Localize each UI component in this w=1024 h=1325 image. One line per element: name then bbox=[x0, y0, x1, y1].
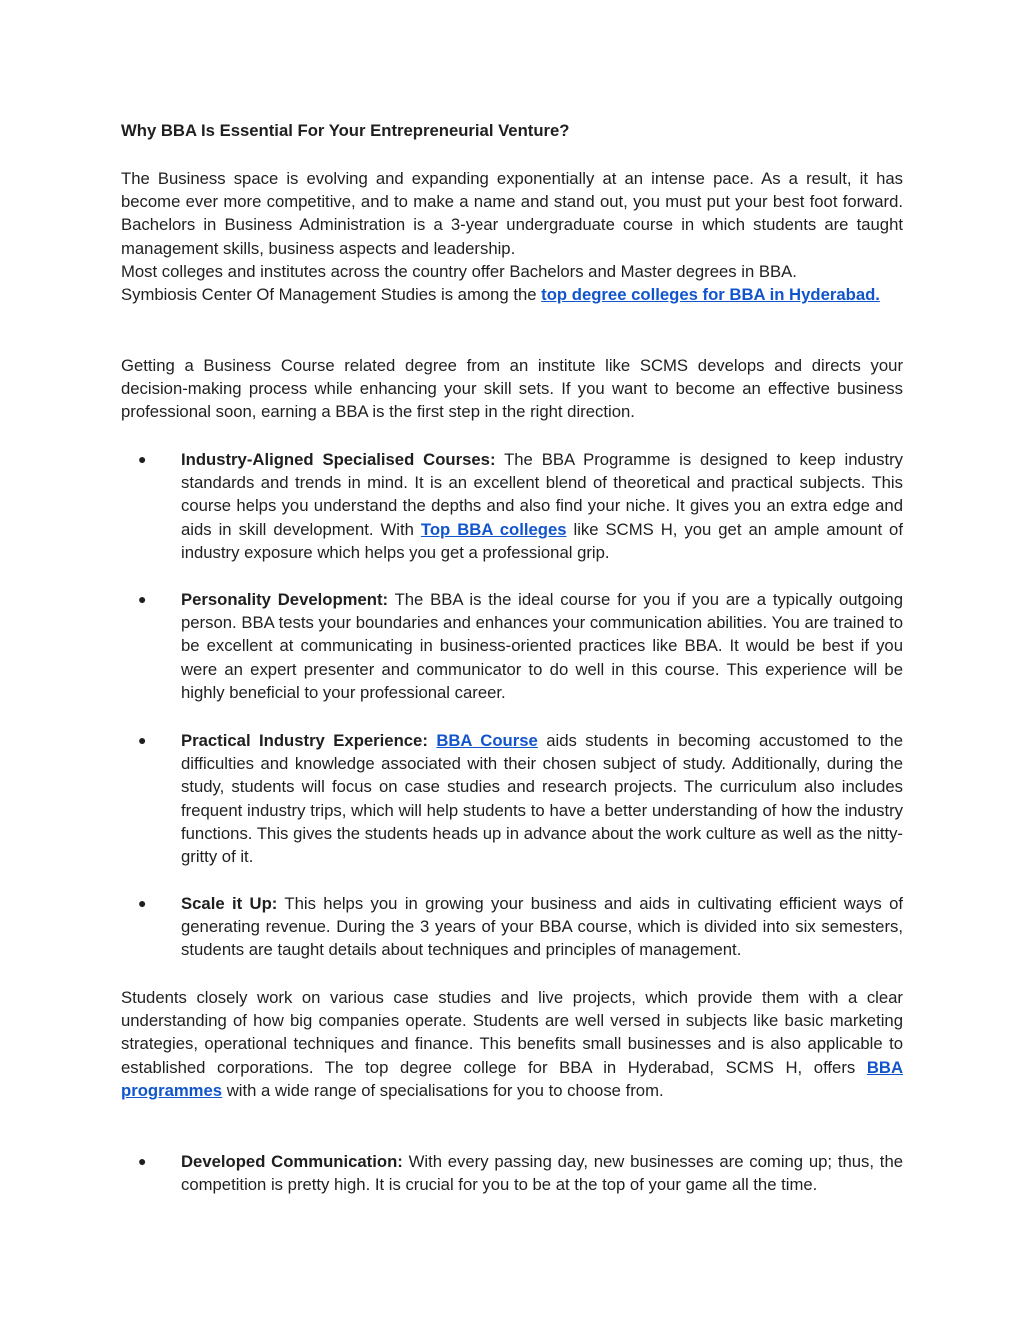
paragraph-2: Getting a Business Course related degree from an institute like SCMS develops and directs your decision-making process while enhancing your skill sets. If you want to become an effective business professional soon, earning a BBA is the first step in the right direction. bbox=[121, 356, 903, 422]
bullet-marker: ● bbox=[138, 895, 147, 911]
intro-line-2: Most colleges and institutes across the country offer Bachelors and Master degrees in BBA. bbox=[121, 262, 797, 281]
top-degree-colleges-link[interactable]: top degree colleges for BBA in Hyderabad. bbox=[541, 285, 880, 304]
bullet-heading: Scale it Up: bbox=[181, 894, 278, 913]
bullet-heading: Personality Development: bbox=[181, 590, 389, 609]
paragraph-3-text: Students closely work on various case studies and live projects, which provide them with a clear understanding of how big companies operate. Students are well versed in subjects like basic marketing strategies, operational techniques and finance. This benefits small businesses and is also applicable to established corporations. The top degree college for BBA in Hyderabad, SCMS H, offers bbox=[121, 988, 903, 1077]
bullet-text: The BBA is the ideal course for you if you are a typically outgoing person. BBA tests your boundaries and enhances your communication abilities. You are trained to be excellent at communicating in business-oriented practices like BBA. It would be best if you were an expert presenter and communicator to do well in this course. This experience will be highly beneficial to your professional career. bbox=[181, 590, 903, 702]
bullet-item-scale-it-up bbox=[181, 892, 903, 962]
bullet-marker: ● bbox=[138, 451, 147, 467]
bullet-item-developed-communication bbox=[181, 1150, 903, 1196]
intro-line-3 bbox=[121, 283, 903, 306]
bullet-heading: Industry-Aligned Specialised Courses: bbox=[181, 450, 496, 469]
document-title: Why BBA Is Essential For Your Entrepreneurial Venture? bbox=[121, 121, 570, 140]
top-bba-colleges-link[interactable]: Top BBA colleges bbox=[420, 519, 567, 539]
bullet-text: The BBA Programme is designed to keep industry standards and trends in mind. It is an excellent blend of theoretical and practical subjects. This course helps you understand the depths and also find your niche. It gives you an extra edge and aids in skill development. With bbox=[181, 450, 903, 539]
bullet-marker: ● bbox=[138, 1153, 147, 1169]
intro-paragraph bbox=[121, 167, 903, 260]
bullet-heading: Developed Communication: bbox=[181, 1152, 403, 1171]
paragraph-3 bbox=[121, 986, 903, 1102]
bullet-item-practical-industry bbox=[181, 729, 903, 868]
paragraph-3-text-after: with a wide range of specialisations for you to choose from. bbox=[222, 1080, 664, 1100]
bba-course-link[interactable]: BBA Course bbox=[436, 731, 538, 750]
intro-text: The Business space is evolving and expanding exponentially at an intense pace. As a result, it has become ever more competitive, and to make a name and stand out, you must put your best foot forward. Bachelors in Business Administration is a 3-year undergraduate course in which students are taught management skills, business aspects and leadership. bbox=[121, 169, 903, 258]
bullet-text-after: like SCMS H, you get an ample amount of industry exposure which helps you get a professional grip. bbox=[181, 519, 903, 562]
bullet-text-after: aids students in becoming accustomed to the difficulties and knowledge associated with their chosen subject of study. Additionally, during the study, students will focus on case studies and research projects. The curriculum also includes frequent industry trips, which will help students to have a better understanding of how the industry functions. This gives the students heads up in advance about the work culture as well as the nitty-gritty of it. bbox=[181, 731, 903, 867]
bullet-heading: Practical Industry Experience: bbox=[181, 731, 428, 750]
bullet-text: This helps you in growing your business and aids in cultivating efficient ways of generating revenue. During the 3 years of your BBA course, which is divided into six semesters, students are taught details about techniques and principles of management. bbox=[181, 894, 903, 960]
bullet-text: With every passing day, new businesses are coming up; thus, the competition is pretty high. It is crucial for you to be at the top of your game all the time. bbox=[181, 1152, 904, 1195]
bullet-marker: ● bbox=[138, 591, 147, 607]
bullet-item-industry-aligned bbox=[181, 448, 903, 564]
bba-programmes-link[interactable]: BBA programmes bbox=[121, 1057, 903, 1100]
intro-line-3-text: Symbiosis Center Of Management Studies is among the bbox=[121, 285, 542, 304]
bullet-item-personality-development bbox=[181, 588, 903, 704]
bullet-marker: ● bbox=[138, 732, 147, 748]
